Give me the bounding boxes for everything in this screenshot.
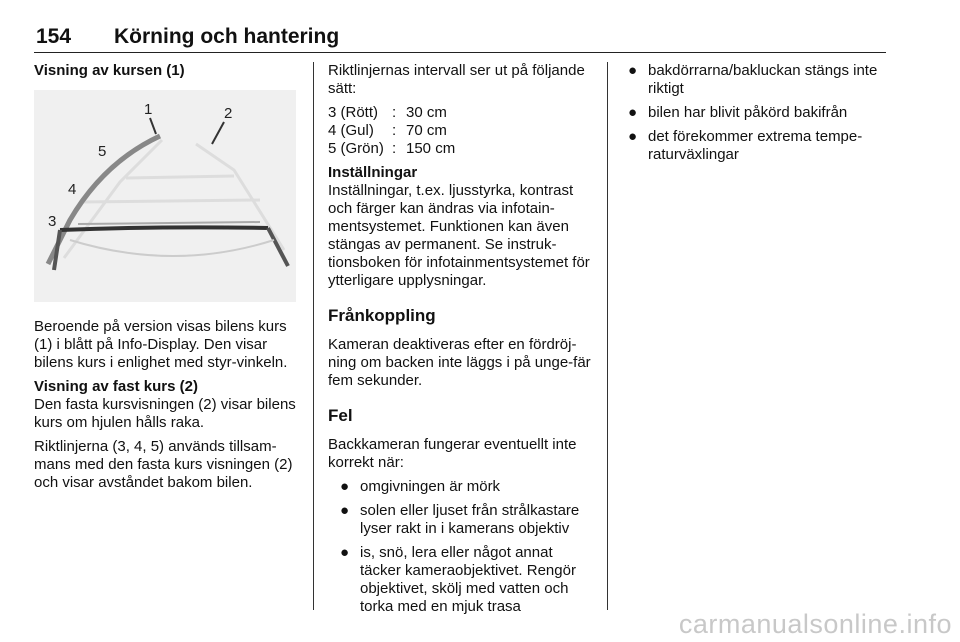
heading-fault: Fel (328, 406, 353, 425)
distance-line-4 (78, 222, 260, 224)
leader-line-2 (212, 122, 224, 144)
distance-line-5 (126, 176, 234, 178)
list-item: ● det förekommer extrema tempe-raturväxlingar (628, 128, 863, 163)
column-1 (34, 62, 300, 492)
bullet-icon: ● (340, 478, 350, 495)
list-item: ● is, snö, lera eller något annat täcker kameraobjektivet. Rengör objektivet, skölj med vatten och torka med en mjuk trasa (340, 544, 576, 615)
distance-line-3 (60, 227, 268, 230)
heading-deactivation: Frånkoppling (328, 306, 436, 325)
interval-separator: : (392, 104, 397, 121)
interval-value: 70 cm (406, 122, 447, 139)
guidelines-diagram (34, 90, 296, 302)
paragraph-deactivation: Kameran deaktiveras efter en fördröj-ning om backen inte läggs i på unge-fär fem sekunder. (328, 336, 591, 389)
fixed-course-line-left (64, 140, 162, 258)
column-divider (607, 62, 608, 610)
bullet-icon: ● (340, 502, 350, 519)
bumper-curve (70, 240, 274, 256)
interval-separator: : (392, 140, 397, 157)
interval-row (328, 122, 594, 140)
interval-row (328, 104, 594, 122)
bullet-icon: ● (628, 62, 638, 79)
paragraph-settings: Inställningar, t.ex. ljusstyrka, kontrast och färger kan ändras via infotain-mentsystemet. Funktionen kan även stängas av permanent. Se instruk-tionsboken för infotainmentsystemet för ytterligare upplysningar. (328, 182, 590, 289)
interval-label: 4 (Gul) (328, 122, 374, 139)
fault-list-continued (622, 62, 886, 164)
list-item: ● omgivningen är mörk (340, 478, 501, 495)
bullet-icon: ● (340, 544, 350, 561)
list-item: ● solen eller ljuset från strålkastare lyser rakt in i kamerans objektiv (340, 502, 580, 537)
leader-line-1 (150, 118, 156, 134)
interval-row (328, 140, 594, 158)
distance-line-4-top (80, 200, 260, 202)
interval-label: 3 (Rött) (328, 104, 379, 121)
interval-list (328, 104, 594, 158)
column-2 (328, 62, 594, 616)
fault-list (328, 478, 594, 616)
bullet-icon: ● (628, 104, 638, 121)
paragraph-guidelines: Riktlinjerna (3, 4, 5) används tillsam-mans med den fasta kurs visningen (2) och visar avståndet bakom bilen. (34, 438, 293, 491)
figure-label-1: 1 (144, 101, 153, 118)
interval-value: 150 cm (406, 140, 456, 157)
list-item: ● bilen har blivit påkörd bakifrån (628, 104, 848, 121)
outer-guide-lines (54, 228, 288, 270)
paragraph-version-info: Beroende på version visas bilens kurs (1) i blått på Info-Display. Den visar bilens kurs i enlighet med styr-vinkeln. (34, 318, 288, 371)
heading-fixed-course: Visning av fast kurs (2) (34, 378, 198, 395)
column-divider (313, 62, 314, 610)
figure-label-4: 4 (68, 181, 77, 198)
list-item: ● bakdörrarna/bakluckan stängs inte riktigt (628, 62, 878, 97)
chapter-title: Körning och hantering (114, 25, 340, 48)
paragraph-fault: Backkameran fungerar eventuellt inte korrekt när: (328, 436, 577, 471)
rear-camera-guidelines-figure (34, 90, 296, 302)
page-number: 154 (36, 25, 72, 48)
figure-label-3: 3 (48, 213, 57, 230)
bullet-icon: ● (628, 128, 638, 145)
column-3 (622, 62, 886, 164)
figure-label-2: 2 (224, 105, 233, 122)
interval-label: 5 (Grön) (328, 140, 384, 157)
figure-label-5: 5 (98, 143, 107, 160)
interval-value: 30 cm (406, 104, 447, 121)
page-header (34, 24, 886, 53)
heading-course-view: Visning av kursen (1) (34, 62, 185, 79)
watermark: carmanualsonline.info (678, 609, 952, 639)
paragraph-intervals-intro: Riktlinjernas intervall ser ut på följande sätt: (328, 62, 585, 97)
interval-separator: : (392, 122, 397, 139)
heading-settings: Inställningar (328, 164, 418, 181)
paragraph-fixed-course: Den fasta kursvisningen (2) visar bilens kurs om hjulen hålls raka. (34, 396, 296, 431)
